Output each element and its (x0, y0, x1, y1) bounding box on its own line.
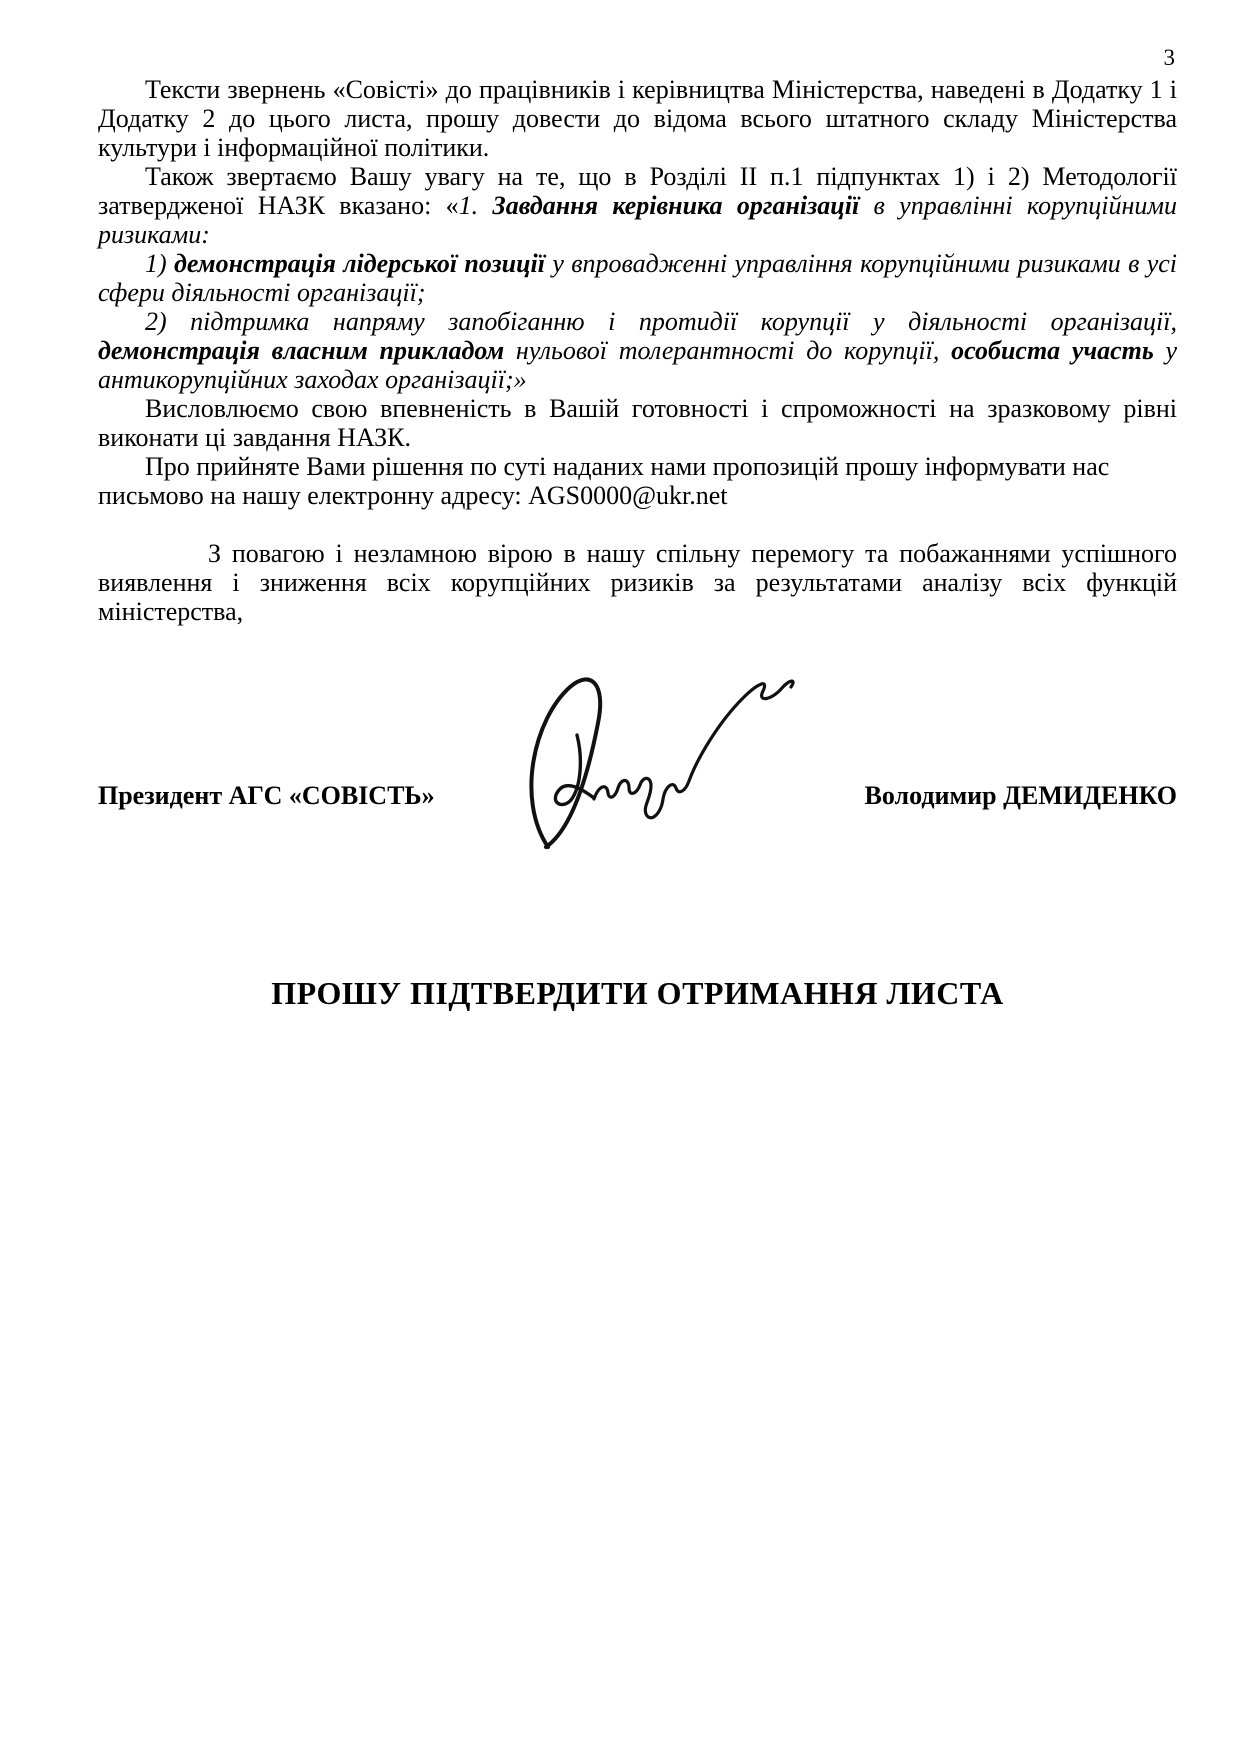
text-run: З повагою і незламною вірою в нашу спільну перемогу та побажаннями успішного виявлення і зниження всіх корупційних ризиків за результатами аналізу всіх функцій міністерства, (98, 539, 1177, 626)
text-run: 1) (145, 249, 174, 278)
signatory-name: Володимир ДЕМИДЕНКО (864, 781, 1177, 810)
page-number: 3 (1163, 45, 1175, 70)
paragraph (98, 307, 1177, 394)
paragraph (98, 394, 1177, 452)
text-run: Завдання керівника організації (492, 191, 860, 220)
paragraph (98, 249, 1177, 307)
text-run: в управлінні корупційними ризиками: (98, 191, 1178, 249)
handwritten-signature-icon (510, 649, 810, 861)
text-run: 1. (458, 191, 493, 220)
text-run: Висловлюємо свою впевненість в Вашій готовності і спроможності на зразковому рівні виконати ці завдання НАЗК. (98, 394, 1177, 452)
text-run: нульової толерантності до корупції, (504, 336, 952, 365)
text-run: особиста участь (951, 336, 1154, 365)
text-run: демонстрація власним прикладом (98, 336, 505, 365)
text-run: 2) підтримка напряму запобіганню і протидії корупції у діяльності організації, (145, 307, 1177, 336)
text-run: Також звертаємо Вашу увагу на те, що в Розділі II п.1 підпунктах 1) і 2) Методології затвердженої НАЗК вказано: « (98, 162, 1177, 220)
paragraph (98, 75, 1177, 162)
document-body (98, 75, 1177, 626)
text-run: у антикорупційних заходах організації;» (98, 336, 1177, 394)
signatory-title: Президент АГС «СОВІСТЬ» (98, 781, 435, 810)
paragraph (98, 162, 1177, 249)
text-run: демонстрація лідерської позиції (174, 249, 546, 278)
paragraph (98, 452, 1177, 510)
text-run: Тексти звернень «Совісті» до працівників і керівництва Міністерства, наведені в Додатку 1 і Додатку 2 до цього листа, прошу довести до відома всього штатного складу Міністерства культури і інформаційної політики. (98, 75, 1177, 162)
text-run: Про прийняте Вами рішення по суті наданих нами пропозицій прошу інформувати нас письмово на нашу електронну адресу: AGS0000@ukr.net (98, 452, 1110, 510)
confirmation-heading: ПРОШУ ПІДТВЕРДИТИ ОТРИМАННЯ ЛИСТА (271, 975, 1004, 1011)
signature-block (98, 781, 1177, 810)
paragraph (98, 539, 1177, 626)
text-run: у впровадженні управління корупційними ризиками в усі сфери діяльності організації; (98, 249, 1177, 307)
